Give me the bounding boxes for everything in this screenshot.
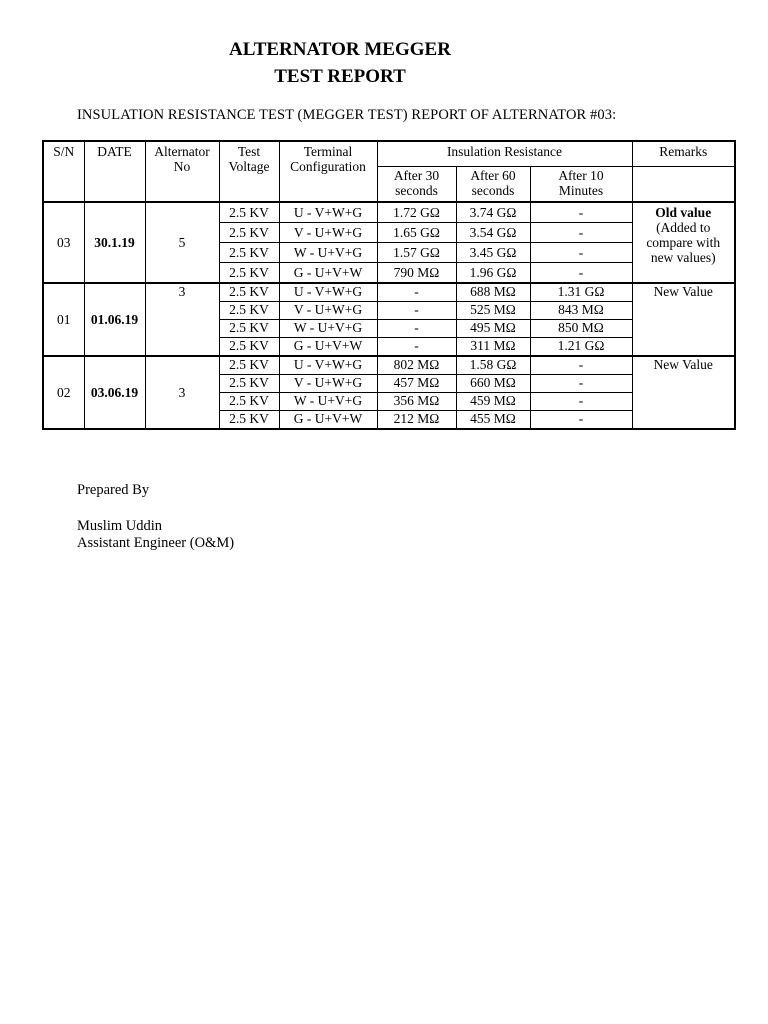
after-30s-cell: 212 MΩ [377, 411, 456, 430]
test-voltage-cell: 2.5 KV [219, 356, 279, 375]
test-voltage-cell: 2.5 KV [219, 393, 279, 411]
test-voltage-cell: 2.5 KV [219, 302, 279, 320]
after-60s-cell: 660 MΩ [456, 375, 530, 393]
after-60s-cell: 1.58 GΩ [456, 356, 530, 375]
table-row [43, 283, 735, 302]
after-10m-cell: 843 MΩ [530, 302, 632, 320]
test-voltage-cell: 2.5 KV [219, 375, 279, 393]
remark-note-line: new values) [650, 250, 716, 265]
alternator-no-cell: 5 [145, 202, 219, 283]
remark-note-line: (Added to [656, 220, 711, 235]
after-30s-cell: 457 MΩ [377, 375, 456, 393]
megger-results-table [42, 140, 736, 430]
sn-cell: 03 [43, 202, 84, 283]
after-60s-cell: 455 MΩ [456, 411, 530, 430]
after-30s-cell: - [377, 338, 456, 357]
after-60s-cell: 3.54 GΩ [456, 223, 530, 243]
after-10m-cell: - [530, 223, 632, 243]
after-30s-cell: 802 MΩ [377, 356, 456, 375]
terminal-config-cell: U - V+W+G [279, 356, 377, 375]
test-voltage-cell: 2.5 KV [219, 263, 279, 284]
terminal-config-cell: G - U+V+W [279, 263, 377, 284]
after-10m-cell: - [530, 356, 632, 375]
terminal-config-cell: U - V+W+G [279, 202, 377, 223]
remarks-cell: New Value [632, 356, 735, 429]
report-subtitle: INSULATION RESISTANCE TEST (MEGGER TEST) REPORT OF ALTERNATOR #03: [77, 107, 617, 123]
header-remarks: Remarks [632, 141, 735, 167]
after-10m-cell: - [530, 263, 632, 284]
header-after-10-minutes: After 10 Minutes [530, 167, 632, 203]
after-10m-cell: 1.21 GΩ [530, 338, 632, 357]
sn-cell: 02 [43, 356, 84, 429]
after-30s-cell: 790 MΩ [377, 263, 456, 284]
terminal-config-cell: U - V+W+G [279, 283, 377, 302]
header-alternator-no: Alternator No [145, 141, 219, 202]
terminal-config-cell: W - U+V+G [279, 243, 377, 263]
terminal-config-cell: G - U+V+W [279, 338, 377, 357]
test-voltage-cell: 2.5 KV [219, 283, 279, 302]
preparer-name: Muslim Uddin [77, 518, 162, 534]
after-10m-cell: 850 MΩ [530, 320, 632, 338]
test-voltage-cell: 2.5 KV [219, 243, 279, 263]
test-voltage-cell: 2.5 KV [219, 223, 279, 243]
after-60s-cell: 3.74 GΩ [456, 202, 530, 223]
remark-note-line: compare with [646, 235, 721, 250]
remarks-cell [632, 202, 735, 283]
terminal-config-cell: V - U+W+G [279, 223, 377, 243]
terminal-config-cell: W - U+V+G [279, 320, 377, 338]
header-insulation-resistance: Insulation Resistance [377, 141, 632, 167]
header-test-voltage: Test Voltage [219, 141, 279, 202]
report-title [0, 36, 680, 90]
after-10m-cell: - [530, 202, 632, 223]
after-10m-cell: - [530, 243, 632, 263]
sn-cell: 01 [43, 283, 84, 356]
after-60s-cell: 525 MΩ [456, 302, 530, 320]
header-remarks-blank [632, 167, 735, 203]
prepared-by-label: Prepared By [77, 482, 150, 498]
after-30s-cell: 1.57 GΩ [377, 243, 456, 263]
after-60s-cell: 459 MΩ [456, 393, 530, 411]
after-30s-cell: - [377, 302, 456, 320]
after-60s-cell: 495 MΩ [456, 320, 530, 338]
table-row [43, 356, 735, 375]
terminal-config-cell: V - U+W+G [279, 375, 377, 393]
test-voltage-cell: 2.5 KV [219, 202, 279, 223]
date-cell: 03.06.19 [84, 356, 145, 429]
after-30s-cell: 1.65 GΩ [377, 223, 456, 243]
header-date: DATE [84, 141, 145, 202]
terminal-config-cell: V - U+W+G [279, 302, 377, 320]
terminal-config-cell: G - U+V+W [279, 411, 377, 430]
terminal-config-cell: W - U+V+G [279, 393, 377, 411]
alternator-no-cell: 3 [145, 283, 219, 356]
title-line-1: ALTERNATOR MEGGER [229, 39, 451, 60]
date-cell: 01.06.19 [84, 283, 145, 356]
test-voltage-cell: 2.5 KV [219, 320, 279, 338]
date-cell: 30.1.19 [84, 202, 145, 283]
after-60s-cell: 311 MΩ [456, 338, 530, 357]
header-sn: S/N [43, 141, 84, 202]
title-line-2: TEST REPORT [274, 66, 406, 87]
after-30s-cell: - [377, 283, 456, 302]
header-after-60-seconds: After 60 seconds [456, 167, 530, 203]
after-60s-cell: 3.45 GΩ [456, 243, 530, 263]
after-10m-cell: - [530, 393, 632, 411]
header-after-30-seconds: After 30 seconds [377, 167, 456, 203]
table-row [43, 202, 735, 223]
header-terminal-configuration: Terminal Configuration [279, 141, 377, 202]
test-voltage-cell: 2.5 KV [219, 338, 279, 357]
after-10m-cell: - [530, 411, 632, 430]
after-30s-cell: - [377, 320, 456, 338]
after-30s-cell: 356 MΩ [377, 393, 456, 411]
remarks-cell: New Value [632, 283, 735, 356]
remark-old-value: Old value [655, 205, 712, 220]
test-voltage-cell: 2.5 KV [219, 411, 279, 430]
alternator-no-cell: 3 [145, 356, 219, 429]
after-30s-cell: 1.72 GΩ [377, 202, 456, 223]
after-60s-cell: 688 MΩ [456, 283, 530, 302]
after-10m-cell: - [530, 375, 632, 393]
after-60s-cell: 1.96 GΩ [456, 263, 530, 284]
after-10m-cell: 1.31 GΩ [530, 283, 632, 302]
preparer-designation: Assistant Engineer (O&M) [77, 535, 235, 551]
